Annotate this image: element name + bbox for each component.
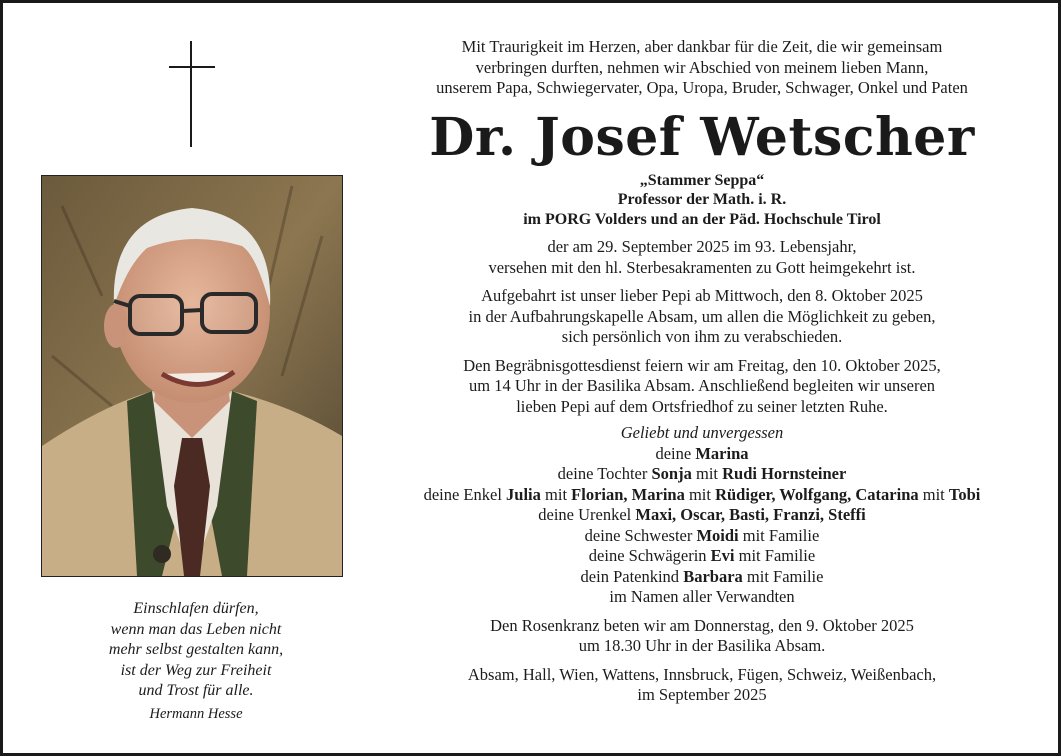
- quote-line: mehr selbst gestalten kann,: [108, 641, 284, 658]
- places-line: im September 2025: [637, 685, 767, 704]
- obituary-text: [371, 37, 1033, 706]
- beloved-line: Geliebt und unvergessen: [620, 423, 784, 442]
- quote-line: und Trost für alle.: [138, 682, 254, 699]
- places-line: Absam, Hall, Wien, Wattens, Innsbruck, Fügen, Schweiz, Weißenbach,: [467, 664, 937, 684]
- family-list: [371, 444, 1033, 608]
- nickname: „Stammer Seppa“: [639, 171, 765, 189]
- family-wife: deine Marina: [655, 443, 749, 463]
- places-date: [371, 665, 1033, 706]
- quote-line: Einschlafen dürfen,: [133, 600, 259, 617]
- quote-author: Hermann Hesse: [149, 706, 243, 722]
- funeral-notice: [371, 356, 1033, 418]
- family-sister-in-law: deine Schwägerin Evi mit Familie: [588, 546, 816, 565]
- death-line: versehen mit den hl. Sterbesakramenten zu Gott heimgekehrt ist.: [488, 257, 916, 277]
- title-line: Professor der Math. i. R.: [617, 191, 787, 208]
- family-sister: deine Schwester Moidi mit Familie: [584, 525, 820, 545]
- death-notice: [371, 237, 1033, 278]
- family-daughter: deine Tochter Sonja mit Rudi Hornsteiner: [557, 464, 847, 483]
- family-relatives: im Namen aller Verwandten: [609, 587, 795, 606]
- cross-icon: [169, 41, 215, 147]
- intro: [371, 37, 1033, 99]
- laid-out-line: in der Aufbahrungskapelle Absam, um allen die Möglichkeit zu geben,: [468, 306, 936, 326]
- deceased-titles: [371, 171, 1033, 230]
- family-grandchildren: deine Enkel Julia mit Florian, Marina mit Rüdiger, Wolfgang, Catarina mit Tobi: [423, 484, 981, 504]
- deceased-name: Dr. Josef Wetscher: [429, 106, 975, 168]
- quote-line: wenn man das Leben nicht: [110, 620, 282, 638]
- family-godchild: dein Patenkind Barbara mit Familie: [580, 566, 824, 586]
- rosary-line: um 18.30 Uhr in der Basilika Absam.: [578, 636, 826, 655]
- intro-line: Mit Traurigkeit im Herzen, aber dankbar für die Zeit, die wir gemeinsam: [461, 37, 943, 56]
- laid-out-line: Aufgebahrt ist unser lieber Pepi ab Mittwoch, den 8. Oktober 2025: [481, 286, 923, 305]
- quote-line: ist der Weg zur Freiheit: [120, 661, 272, 679]
- title-line: im PORG Volders und an der Päd. Hochschule Tirol: [523, 210, 881, 228]
- family-great-grandchildren: deine Urenkel Maxi, Oscar, Basti, Franzi, Steffi: [538, 505, 866, 524]
- portrait-photo: [41, 175, 343, 577]
- quote: [41, 599, 351, 702]
- intro-line: verbringen durften, nehmen wir Abschied von meinem lieben Mann,: [475, 57, 929, 77]
- funeral-line: Den Begräbnisgottesdienst feiern wir am Freitag, den 10. Oktober 2025,: [463, 355, 941, 375]
- laid-out-notice: [371, 286, 1033, 348]
- rosary-line: Den Rosenkranz beten wir am Donnerstag, den 9. Oktober 2025: [490, 615, 914, 635]
- funeral-line: lieben Pepi auf dem Ortsfriedhof zu seiner letzten Ruhe.: [516, 396, 888, 416]
- death-line: der am 29. September 2025 im 93. Lebensjahr,: [547, 237, 857, 256]
- rosary-notice: [371, 616, 1033, 657]
- intro-line: unserem Papa, Schwiegervater, Opa, Uropa, Bruder, Schwager, Onkel und Paten: [436, 78, 968, 97]
- laid-out-line: sich persönlich von ihm zu verabschieden.: [561, 327, 843, 346]
- funeral-line: um 14 Uhr in der Basilika Absam. Anschließend begleiten wir unseren: [468, 376, 936, 395]
